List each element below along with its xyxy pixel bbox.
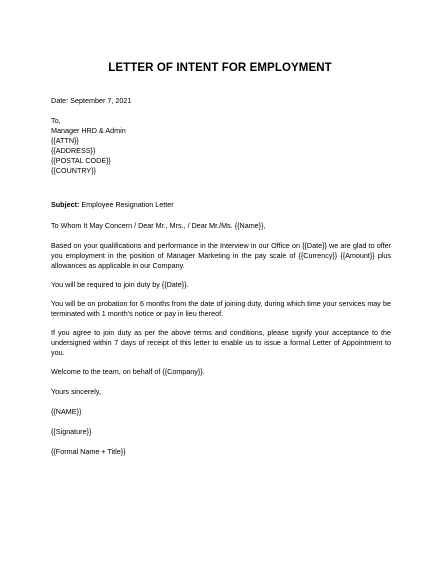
paragraph-join-date: You will be required to join duty by {{Date}}. xyxy=(51,280,189,289)
recipient-block xyxy=(51,116,391,176)
paragraph-acceptance: If you agree to join duty as per the above terms and conditions, please signify your acceptance to the undersigned within 7 days of receipt of this letter to enable us to issue a formal Letter of Appointment to you. xyxy=(51,328,391,357)
closing: Yours sincerely, xyxy=(51,387,101,396)
formal-name-title: {{Formal Name + Title}} xyxy=(51,447,126,456)
subject-label: Subject: xyxy=(51,200,80,209)
sign-name: {{NAME}} xyxy=(51,407,82,416)
subject-text: Employee Resignation Letter xyxy=(79,200,174,209)
salutation: To Whom It May Concern / Dear Mr., Mrs., / Dear Mr./Ms. {{Name}}, xyxy=(51,221,266,230)
recipient-to: To, xyxy=(51,116,61,125)
letter-date: Date: September 7, 2021 xyxy=(51,96,132,105)
paragraph-probation: You will be on probation for 6 months from the date of joining duty, during which time your services may be terminated with 1 month’s notice or pay in lieu thereof. xyxy=(51,299,391,318)
recipient-postal-code: {{POSTAL CODE}} xyxy=(51,156,111,165)
recipient-name: Manager HRD & Admin xyxy=(51,126,126,135)
recipient-attn: {{ATTN}} xyxy=(51,136,79,145)
paragraph-welcome: Welcome to the team, on behalf of {{Company}}. xyxy=(51,367,205,376)
letter-body xyxy=(51,96,391,457)
subject-line xyxy=(51,200,391,210)
recipient-address: {{ADDRESS}} xyxy=(51,146,96,155)
recipient-country: {{COUNTRY}} xyxy=(51,166,97,175)
letter-title: LETTER OF INTENT FOR EMPLOYMENT xyxy=(108,62,332,74)
signature-placeholder: {{Signature}} xyxy=(51,427,92,436)
paragraph-offer: Based on your qualifications and performance in the Interview in our Office on {{Date}} we are glad to offer you employment in the position of Manager Marketing in the pay scale of {{Currency}} {{Amount}} plus allowances as applicable in our Company. xyxy=(51,241,391,270)
